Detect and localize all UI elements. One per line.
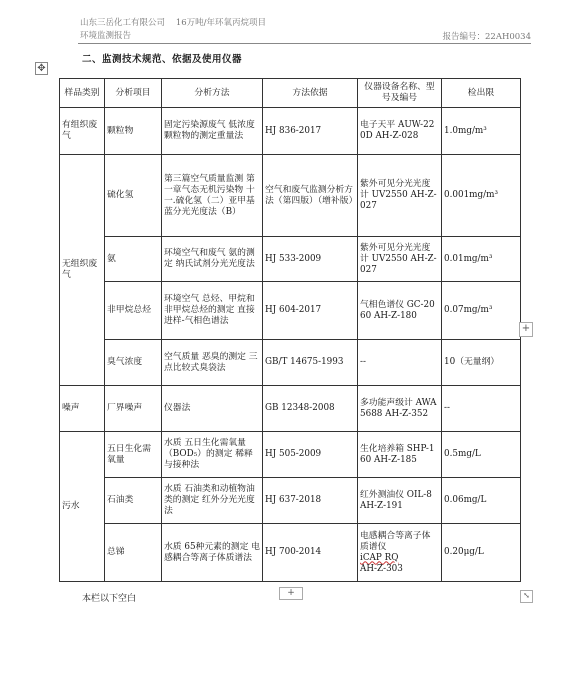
cell-category: 有组织废气 [60, 108, 105, 155]
cell-instrument: 电子天平 AUW-220D AH-Z-028 [358, 108, 442, 155]
cell-basis: HJ 836-2017 [263, 108, 358, 155]
cell-method: 水质 五日生化需氧量（BOD₅）的测定 稀释与接种法 [162, 432, 263, 478]
cell-instrument: -- [358, 340, 442, 386]
instrument-model: iCAP RQ [360, 552, 399, 563]
instrument-id: AH-Z-303 [360, 563, 403, 574]
cell-limit: 0.20μg/L [442, 524, 521, 582]
cell-item: 硫化氢 [105, 155, 162, 237]
add-row-icon[interactable]: + [279, 587, 303, 600]
cell-item: 颗粒物 [105, 108, 162, 155]
table-resize-handle-icon[interactable]: ⤡ [520, 590, 533, 603]
report-type: 环境监测报告 [80, 31, 132, 41]
cell-limit: 0.06mg/L [442, 478, 521, 524]
cell-method: 第三篇空气质量监测 第一章气态无机污染物 十一.硫化氢（二）亚甲基蓝分光光度法（B） [162, 155, 263, 237]
table-row [60, 340, 521, 386]
cell-basis: 空气和废气监测分析方法（第四版）（增补版） [263, 155, 358, 237]
table-row [60, 432, 521, 478]
table-header-row [60, 79, 521, 108]
cell-item: 厂界噪声 [105, 386, 162, 432]
report-number: 报告编号：22AH0034 [442, 32, 531, 42]
cell-instrument: 红外测油仪 OIL-8 AH-Z-191 [358, 478, 442, 524]
cell-category: 噪声 [60, 386, 105, 432]
cell-limit: 0.5mg/L [442, 432, 521, 478]
cell-limit: 0.001mg/m³ [442, 155, 521, 237]
add-column-icon[interactable]: + [519, 322, 533, 337]
cell-limit: -- [442, 386, 521, 432]
cell-item: 氨 [105, 237, 162, 282]
cell-limit: 10（无量纲） [442, 340, 521, 386]
cell-item: 总锑 [105, 524, 162, 582]
header-divider [78, 43, 531, 44]
cell-method: 固定污染源废气 低浓度颗粒物的测定重量法 [162, 108, 263, 155]
company-name: 山东三岳化工有限公司 [80, 18, 166, 28]
cell-instrument: 多功能声级计 AWA5688 AH-Z-352 [358, 386, 442, 432]
table-row [60, 524, 521, 582]
cell-basis: HJ 604-2017 [263, 282, 358, 340]
header-sample-category: 样品类别 [60, 79, 105, 108]
table-row [60, 108, 521, 155]
cell-method: 仪器法 [162, 386, 263, 432]
cell-limit: 0.01mg/m³ [442, 237, 521, 282]
cell-basis: HJ 637-2018 [263, 478, 358, 524]
cell-method: 环境空气 总烃、甲烷和非甲烷总烃的测定 直接进样-气相色谱法 [162, 282, 263, 340]
cell-instrument [358, 524, 442, 582]
cell-method: 环境空气和废气 氨的测定 纳氏试剂分光光度法 [162, 237, 263, 282]
header-analysis-item: 分析项目 [105, 79, 162, 108]
header-analysis-method: 分析方法 [162, 79, 263, 108]
cell-instrument: 生化培养箱 SHP-160 AH-Z-185 [358, 432, 442, 478]
cell-category: 污水 [60, 432, 105, 582]
table-row [60, 478, 521, 524]
table-row [60, 237, 521, 282]
cell-item: 臭气浓度 [105, 340, 162, 386]
cell-limit: 1.0mg/m³ [442, 108, 521, 155]
cell-method: 水质 石油类和动植物油类的测定 红外分光光度法 [162, 478, 263, 524]
cell-item: 五日生化需氧量 [105, 432, 162, 478]
header-instrument: 仪器设备名称、型号及编号 [358, 79, 442, 108]
cell-basis: HJ 505-2009 [263, 432, 358, 478]
footer-note: 本栏以下空白 [82, 594, 137, 604]
project-name: 16万吨/年环氧丙烷项目 [175, 18, 267, 28]
cell-method: 水质 65种元素的测定 电感耦合等离子体质谱法 [162, 524, 263, 582]
table-row [60, 155, 521, 237]
cell-basis: HJ 700-2014 [263, 524, 358, 582]
cell-instrument: 紫外可见分光光度计 UV2550 AH-Z-027 [358, 237, 442, 282]
header-detection-limit: 检出限 [442, 79, 521, 108]
cell-item: 石油类 [105, 478, 162, 524]
page-header [80, 17, 266, 43]
cell-basis: HJ 533-2009 [263, 237, 358, 282]
monitoring-methods-table [59, 78, 521, 582]
cell-method: 空气质量 恶臭的测定 三点比较式臭袋法 [162, 340, 263, 386]
cell-instrument: 紫外可见分光光度计 UV2550 AH-Z-027 [358, 155, 442, 237]
header-method-basis: 方法依据 [263, 79, 358, 108]
table-row [60, 386, 521, 432]
section-title: 二、监测技术规范、依据及使用仪器 [82, 54, 243, 65]
cell-instrument: 气相色谱仪 GC-2060 AH-Z-180 [358, 282, 442, 340]
cell-limit: 0.07mg/m³ [442, 282, 521, 340]
instrument-name: 电感耦合等离子体质谱仪 [360, 530, 431, 552]
cell-basis: GB 12348-2008 [263, 386, 358, 432]
table-move-handle-icon[interactable]: ✥ [35, 62, 48, 75]
cell-basis: GB/T 14675-1993 [263, 340, 358, 386]
cell-item: 非甲烷总烃 [105, 282, 162, 340]
table-row [60, 282, 521, 340]
cell-category: 无组织废气 [60, 155, 105, 386]
